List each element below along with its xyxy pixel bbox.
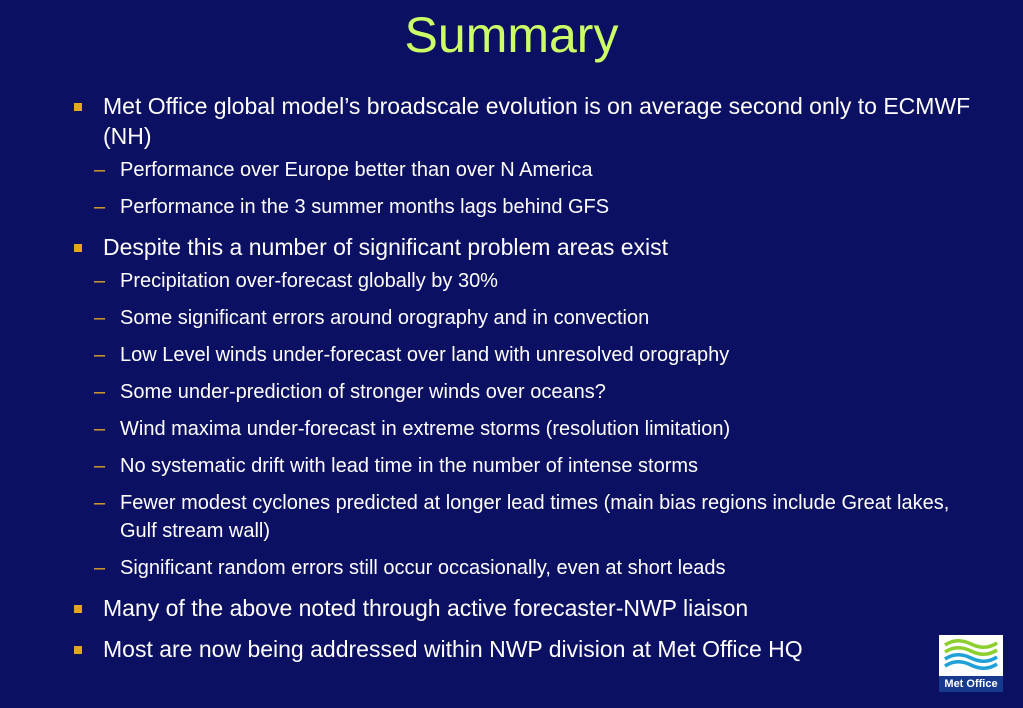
- met-office-logo-icon: [939, 635, 1003, 676]
- bullet-text: Despite this a number of significant problem areas exist: [103, 234, 669, 260]
- sub-bullet-text: Some significant errors around orography and in convection: [120, 307, 650, 329]
- sub-bullet-item: [41, 489, 972, 545]
- dash-icon: –: [94, 270, 106, 292]
- logo-text: Met Office: [939, 676, 1003, 692]
- bullet-item: [72, 232, 972, 262]
- square-bullet-icon: [74, 244, 82, 252]
- dash-icon: –: [94, 344, 106, 366]
- sub-bullet-text: Precipitation over-forecast globally by 30%: [120, 270, 498, 292]
- dash-icon: –: [94, 196, 106, 218]
- square-bullet-icon: [74, 646, 82, 654]
- bullet-text: Many of the above noted through active forecaster-NWP liaison: [103, 595, 749, 621]
- sub-bullet-text: Fewer modest cyclones predicted at longer lead times (main bias regions include Great lakes, Gulf stream wall): [120, 492, 950, 542]
- sub-bullet-text: Significant random errors still occur occasionally, even at short leads: [120, 557, 726, 579]
- square-bullet-icon: [74, 605, 82, 613]
- dash-icon: –: [94, 381, 106, 403]
- square-bullet-icon: [74, 103, 82, 111]
- sub-bullet-item: [41, 156, 972, 184]
- met-office-logo: [938, 634, 1004, 693]
- sub-bullet-item: [41, 378, 972, 406]
- sub-bullet-text: Low Level winds under-forecast over land with unresolved orography: [120, 344, 730, 366]
- sub-bullet-text: Some under-prediction of stronger winds over oceans?: [120, 381, 606, 403]
- sub-bullet-item: [41, 452, 972, 480]
- bullet-list: [72, 91, 972, 664]
- dash-icon: –: [94, 159, 106, 181]
- bullet-item: [72, 634, 972, 664]
- sub-bullet-item: [41, 415, 972, 443]
- sub-bullet-text: Wind maxima under-forecast in extreme storms (resolution limitation): [120, 418, 731, 440]
- sub-bullet-text: No systematic drift with lead time in the number of intense storms: [120, 455, 699, 477]
- bullet-text: Met Office global model’s broadscale evolution is on average second only to ECMWF (NH): [103, 93, 971, 149]
- sub-bullet-text: Performance in the 3 summer months lags behind GFS: [120, 196, 610, 218]
- dash-icon: –: [94, 418, 106, 440]
- slide-title: Summary: [404, 7, 619, 63]
- sub-bullet-item: [41, 193, 972, 221]
- sub-bullet-item: [41, 554, 972, 582]
- sub-bullet-item: [41, 304, 972, 332]
- dash-icon: –: [94, 455, 106, 477]
- dash-icon: –: [94, 492, 106, 514]
- sub-bullet-item: [41, 341, 972, 369]
- dash-icon: –: [94, 557, 106, 579]
- bullet-item: [72, 91, 972, 151]
- dash-icon: –: [94, 307, 106, 329]
- bullet-item: [72, 593, 972, 623]
- sub-bullet-item: [41, 267, 972, 295]
- sub-bullet-text: Performance over Europe better than over N America: [120, 159, 593, 181]
- bullet-text: Most are now being addressed within NWP division at Met Office HQ: [103, 636, 803, 662]
